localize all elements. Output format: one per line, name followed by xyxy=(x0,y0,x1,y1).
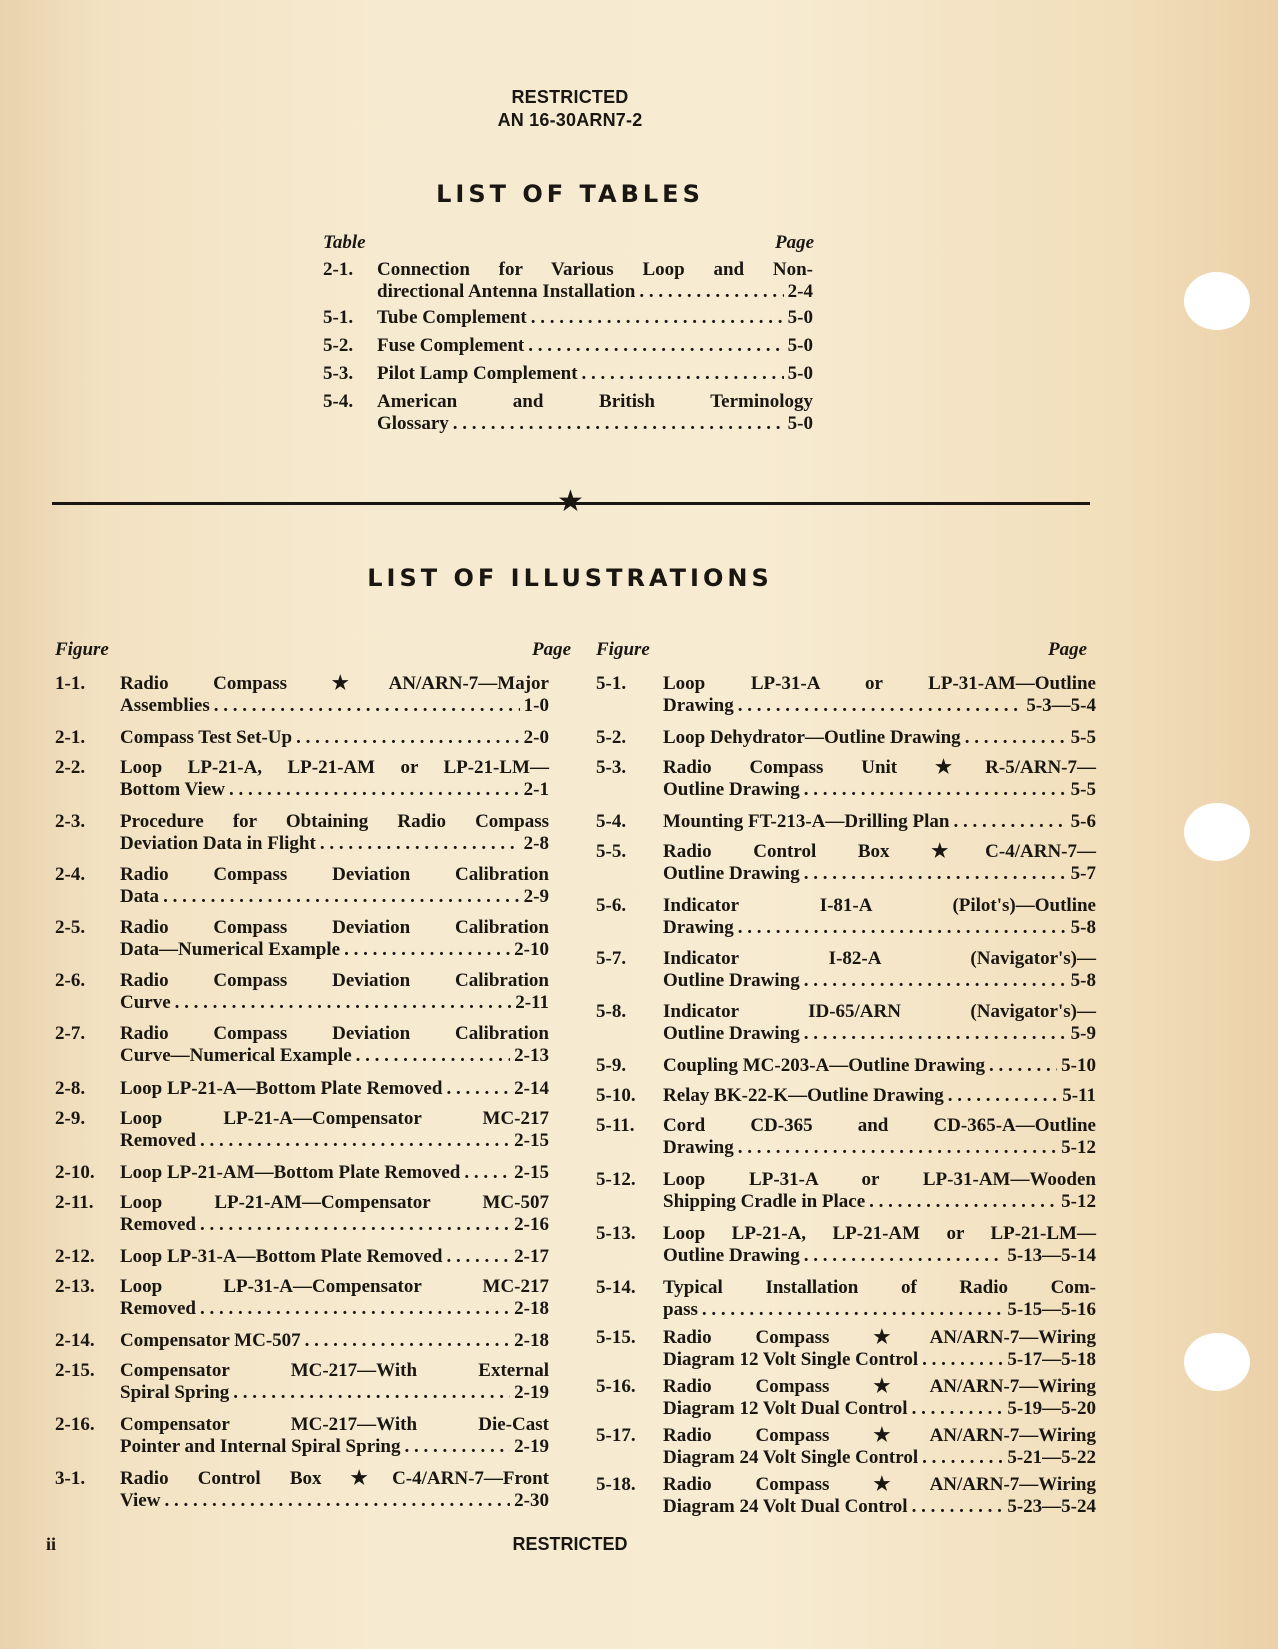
list-item xyxy=(596,1327,1096,1371)
item-number: 5-5. xyxy=(596,841,627,862)
leader-dots xyxy=(804,1245,1004,1267)
item-number: 2-7. xyxy=(55,1023,86,1044)
leader-dots xyxy=(163,886,520,908)
item-title: Bottom View xyxy=(120,779,226,800)
item-number: 2-10. xyxy=(55,1162,95,1183)
item-title-line1: Radio Compass Deviation Calibration xyxy=(120,864,549,885)
item-title: Pilot Lamp Complement xyxy=(377,363,578,384)
item-number: 5-12. xyxy=(596,1169,636,1190)
item-number: 2-15. xyxy=(55,1360,95,1381)
item-title-line1: Radio Control Box ★C-4/ARN-7—Front xyxy=(120,1468,549,1489)
item-page: 5-15—5-16 xyxy=(1007,1299,1096,1320)
item-title: Deviation Data in Flight xyxy=(120,833,316,854)
list-item xyxy=(596,1169,1096,1213)
leader-dots xyxy=(804,863,1067,885)
list-item xyxy=(323,363,813,385)
item-number: 2-14. xyxy=(55,1330,95,1351)
item-title: Curve—Numerical Example xyxy=(120,1045,352,1066)
item-page: 5-5 xyxy=(1070,727,1096,748)
item-title: directional Antenna Installation xyxy=(377,281,636,302)
leader-dots xyxy=(912,1398,1004,1420)
list-item xyxy=(323,391,813,435)
item-title: Glossary xyxy=(377,413,449,434)
item-number: 2-4. xyxy=(55,864,86,885)
item-number: 5-3. xyxy=(596,757,627,778)
list-item xyxy=(55,673,549,717)
leader-dots xyxy=(200,1130,510,1152)
list-item xyxy=(596,1376,1096,1420)
item-title-line1: Radio Control Box ★C-4/ARN-7— xyxy=(663,841,1096,862)
list-item xyxy=(323,335,813,357)
list-item xyxy=(596,673,1096,717)
item-number: 5-3. xyxy=(323,363,354,384)
list-item xyxy=(55,1108,549,1152)
list-item xyxy=(596,841,1096,885)
item-page: 5-3—5-4 xyxy=(1026,695,1096,716)
page-column-label: Page xyxy=(775,232,815,253)
item-title-line1: Loop LP-31-A or LP-31-AM—Outline xyxy=(663,673,1096,694)
item-page: 5-8 xyxy=(1070,917,1096,938)
item-title: Outline Drawing xyxy=(663,970,800,991)
list-item xyxy=(596,727,1096,749)
item-number: 5-11. xyxy=(596,1115,635,1136)
list-item xyxy=(323,307,813,329)
item-number: 1-1. xyxy=(55,673,86,694)
list-item xyxy=(596,1425,1096,1469)
list-item xyxy=(55,1330,549,1352)
item-number: 5-14. xyxy=(596,1277,636,1298)
list-item xyxy=(323,259,813,303)
item-title: Fuse Complement xyxy=(377,335,525,356)
item-title-line1: Typical Installation of Radio Com- xyxy=(663,1277,1096,1298)
item-number: 5-9. xyxy=(596,1055,627,1076)
item-page: 5-0 xyxy=(787,335,813,356)
item-page: 2-9 xyxy=(523,886,549,907)
list-item xyxy=(55,1078,549,1100)
item-title-line1: Loop LP-21-A, LP-21-AM or LP-21-LM— xyxy=(120,757,549,778)
item-title-line1: Loop LP-21-A—Compensator MC-217 xyxy=(120,1108,549,1129)
item-number: 5-18. xyxy=(596,1474,636,1495)
leader-dots xyxy=(922,1447,1003,1469)
item-title: pass xyxy=(663,1299,698,1320)
item-page: 2-15 xyxy=(514,1130,549,1151)
leader-dots xyxy=(989,1055,1057,1077)
item-title: View xyxy=(120,1490,161,1511)
item-page: 2-18 xyxy=(514,1298,549,1319)
list-item xyxy=(596,1277,1096,1321)
list-item xyxy=(55,811,549,855)
star-icon: ★ xyxy=(557,484,584,519)
list-item xyxy=(55,1162,549,1184)
item-title-line1: Loop LP-31-A—Compensator MC-217 xyxy=(120,1276,549,1297)
list-item xyxy=(55,917,549,961)
item-number: 5-17. xyxy=(596,1425,636,1446)
leader-dots xyxy=(164,1490,510,1512)
item-page: 2-4 xyxy=(787,281,813,302)
list-of-illustrations-title: LIST OF ILLUSTRATIONS xyxy=(367,564,773,592)
item-title: Spiral Spring xyxy=(120,1382,230,1403)
list-item xyxy=(55,1360,549,1404)
item-number: 2-8. xyxy=(55,1078,86,1099)
item-number: 5-10. xyxy=(596,1085,636,1106)
list-item xyxy=(596,1055,1096,1077)
item-number: 3-1. xyxy=(55,1468,86,1489)
leader-dots xyxy=(738,695,1023,717)
item-title: Outline Drawing xyxy=(663,779,800,800)
item-title-line1: Radio Compass ★AN/ARN-7—Major xyxy=(120,673,549,694)
leader-dots xyxy=(869,1191,1057,1213)
list-item xyxy=(596,1085,1096,1107)
leader-dots xyxy=(356,1045,511,1067)
item-title-line1: Indicator I-82-A (Navigator's)— xyxy=(663,948,1096,969)
item-title: Removed xyxy=(120,1298,196,1319)
leader-dots xyxy=(344,939,510,961)
item-title: Coupling MC-203-A—Outline Drawing xyxy=(663,1055,985,1076)
leader-dots xyxy=(582,363,784,385)
item-number: 2-3. xyxy=(55,811,86,832)
item-page: 1-0 xyxy=(523,695,549,716)
item-number: 5-1. xyxy=(596,673,627,694)
leader-dots xyxy=(738,1137,1057,1159)
item-page: 2-17 xyxy=(514,1246,549,1267)
item-title-line1: Radio Compass ★AN/ARN-7—Wiring xyxy=(663,1474,1096,1495)
list-item xyxy=(55,970,549,1014)
item-page: 5-8 xyxy=(1070,970,1096,991)
item-page: 2-14 xyxy=(514,1078,549,1099)
item-page: 5-6 xyxy=(1070,811,1096,832)
leader-dots xyxy=(948,1085,1058,1107)
leader-dots xyxy=(531,307,784,329)
item-title-line1: Procedure for Obtaining Radio Compass xyxy=(120,811,549,832)
item-title-line1: Loop LP-21-AM—Compensator MC-507 xyxy=(120,1192,549,1213)
leader-dots xyxy=(296,727,520,749)
item-title: Diagram 12 Volt Dual Control xyxy=(663,1398,908,1419)
list-item xyxy=(55,1414,549,1458)
item-number: 2-11. xyxy=(55,1192,94,1213)
list-item xyxy=(55,1023,549,1067)
item-title-line1: Cord CD-365 and CD-365-A—Outline xyxy=(663,1115,1096,1136)
page-number: ii xyxy=(46,1534,57,1554)
item-title: Loop Dehydrator—Outline Drawing xyxy=(663,727,961,748)
item-page: 5-12 xyxy=(1061,1191,1096,1212)
leader-dots xyxy=(175,992,512,1014)
item-title-line1: Radio Compass Deviation Calibration xyxy=(120,970,549,991)
leader-dots xyxy=(229,779,520,801)
item-page: 5-17—5-18 xyxy=(1007,1349,1096,1370)
item-page: 5-23—5-24 xyxy=(1007,1496,1096,1517)
item-page: 5-0 xyxy=(787,363,813,384)
item-title-line1: Connection for Various Loop and Non- xyxy=(377,259,813,280)
item-title: Shipping Cradle in Place xyxy=(663,1191,866,1212)
item-number: 2-5. xyxy=(55,917,86,938)
item-number: 5-13. xyxy=(596,1223,636,1244)
item-number: 5-4. xyxy=(323,391,354,412)
item-title: Data—Numerical Example xyxy=(120,939,341,960)
leader-dots xyxy=(453,413,784,435)
figure-column-label-left: Figure xyxy=(55,639,109,660)
item-title: Loop LP-31-A—Bottom Plate Removed xyxy=(120,1246,443,1267)
leader-dots xyxy=(965,727,1067,749)
list-item xyxy=(55,1468,549,1512)
table-column-label: Table xyxy=(323,232,366,253)
list-item xyxy=(55,757,549,801)
item-page: 5-19—5-20 xyxy=(1007,1398,1096,1419)
item-page: 2-15 xyxy=(514,1162,549,1183)
item-title-line1: Radio Compass Deviation Calibration xyxy=(120,917,549,938)
item-title-line1: Compensator MC-217—With External xyxy=(120,1360,549,1381)
leader-dots xyxy=(922,1349,1003,1371)
item-page: 2-16 xyxy=(514,1214,549,1235)
item-title: Relay BK-22-K—Outline Drawing xyxy=(663,1085,944,1106)
item-title-line1: Indicator ID-65/ARN (Navigator's)— xyxy=(663,1001,1096,1022)
leader-dots xyxy=(200,1214,510,1236)
item-title-line1: Radio Compass ★AN/ARN-7—Wiring xyxy=(663,1327,1096,1348)
item-number: 2-2. xyxy=(55,757,86,778)
item-page: 5-9 xyxy=(1070,1023,1096,1044)
item-title: Drawing xyxy=(663,917,734,938)
item-title: Loop LP-21-AM—Bottom Plate Removed xyxy=(120,1162,461,1183)
item-title: Outline Drawing xyxy=(663,1023,800,1044)
item-page: 2-13 xyxy=(514,1045,549,1066)
item-page: 2-0 xyxy=(523,727,549,748)
item-title: Pointer and Internal Spiral Spring xyxy=(120,1436,401,1457)
binder-hole xyxy=(1184,272,1250,330)
binder-hole xyxy=(1184,1333,1250,1391)
item-title: Compass Test Set-Up xyxy=(120,727,293,748)
leader-dots xyxy=(804,970,1067,992)
item-title-line1: Radio Compass ★AN/ARN-7—Wiring xyxy=(663,1425,1096,1446)
item-number: 5-7. xyxy=(596,948,627,969)
list-of-tables-title: LIST OF TABLES xyxy=(436,180,704,208)
document-number: AN 16-30ARN7-2 xyxy=(497,110,643,130)
item-title: Removed xyxy=(120,1130,196,1151)
item-number: 2-6. xyxy=(55,970,86,991)
item-title: Outline Drawing xyxy=(663,1245,800,1266)
leader-dots xyxy=(804,1023,1067,1045)
item-title-line1: American and British Terminology xyxy=(377,391,813,412)
list-item xyxy=(596,1001,1096,1045)
item-title: Curve xyxy=(120,992,171,1013)
page-column-label-right: Page xyxy=(1048,639,1088,660)
binder-hole xyxy=(1184,803,1250,861)
item-number: 5-8. xyxy=(596,1001,627,1022)
list-item xyxy=(55,864,549,908)
item-page: 2-1 xyxy=(523,779,549,800)
leader-dots xyxy=(446,1078,510,1100)
item-number: 5-15. xyxy=(596,1327,636,1348)
list-item xyxy=(596,757,1096,801)
item-page: 5-21—5-22 xyxy=(1007,1447,1096,1468)
leader-dots xyxy=(738,917,1067,939)
item-number: 2-9. xyxy=(55,1108,86,1129)
item-page: 5-10 xyxy=(1061,1055,1096,1076)
item-page: 5-11 xyxy=(1062,1085,1096,1106)
item-page: 2-10 xyxy=(514,939,549,960)
item-number: 2-1. xyxy=(323,259,354,280)
item-number: 5-1. xyxy=(323,307,354,328)
item-page: 2-30 xyxy=(514,1490,549,1511)
leader-dots xyxy=(446,1246,510,1268)
leader-dots xyxy=(464,1162,510,1184)
item-title: Diagram 12 Volt Single Control xyxy=(663,1349,919,1370)
item-page: 5-12 xyxy=(1061,1137,1096,1158)
item-number: 5-2. xyxy=(323,335,354,356)
item-number: 5-2. xyxy=(596,727,627,748)
item-title-line1: Radio Compass Deviation Calibration xyxy=(120,1023,549,1044)
item-title-line1: Radio Compass ★AN/ARN-7—Wiring xyxy=(663,1376,1096,1397)
leader-dots xyxy=(804,779,1067,801)
list-item xyxy=(596,948,1096,992)
item-title: Assemblies xyxy=(120,695,210,716)
item-title: Drawing xyxy=(663,695,734,716)
list-item xyxy=(596,1115,1096,1159)
list-item xyxy=(596,1223,1096,1267)
list-item xyxy=(596,1474,1096,1518)
item-title: Drawing xyxy=(663,1137,734,1158)
classification-header: RESTRICTED xyxy=(511,87,629,107)
item-page: 5-0 xyxy=(787,413,813,434)
page-column-label-left: Page xyxy=(532,639,572,660)
item-page: 5-0 xyxy=(787,307,813,328)
item-page: 2-19 xyxy=(514,1436,549,1457)
list-item xyxy=(55,1246,549,1268)
item-number: 2-16. xyxy=(55,1414,95,1435)
item-title-line1: Compensator MC-217—With Die-Cast xyxy=(120,1414,549,1435)
leader-dots xyxy=(214,695,520,717)
item-title: Tube Complement xyxy=(377,307,527,328)
item-title: Mounting FT-213-A—Drilling Plan xyxy=(663,811,950,832)
list-item xyxy=(55,727,549,749)
item-title: Diagram 24 Volt Single Control xyxy=(663,1447,919,1468)
item-page: 2-18 xyxy=(514,1330,549,1351)
leader-dots xyxy=(200,1298,510,1320)
item-page: 2-19 xyxy=(514,1382,549,1403)
item-number: 2-1. xyxy=(55,727,86,748)
leader-dots xyxy=(404,1436,510,1458)
item-page: 5-13—5-14 xyxy=(1007,1245,1096,1266)
leader-dots xyxy=(233,1382,510,1404)
classification-footer: RESTRICTED xyxy=(512,1534,628,1554)
item-title: Removed xyxy=(120,1214,196,1235)
list-item xyxy=(596,811,1096,833)
leader-dots xyxy=(953,811,1066,833)
item-title-line1: Indicator I-81-A (Pilot's)—Outline xyxy=(663,895,1096,916)
item-page: 2-8 xyxy=(523,833,549,854)
item-page: 2-11 xyxy=(515,992,549,1013)
leader-dots xyxy=(639,281,783,303)
leader-dots xyxy=(320,833,520,855)
list-item xyxy=(596,895,1096,939)
figure-column-label-right: Figure xyxy=(596,639,650,660)
item-title-line1: Loop LP-31-A or LP-31-AM—Wooden xyxy=(663,1169,1096,1190)
item-number: 2-13. xyxy=(55,1276,95,1297)
leader-dots xyxy=(912,1496,1004,1518)
item-title: Outline Drawing xyxy=(663,863,800,884)
item-number: 2-12. xyxy=(55,1246,95,1267)
leader-dots xyxy=(305,1330,511,1352)
item-title-line1: Loop LP-21-A, LP-21-AM or LP-21-LM— xyxy=(663,1223,1096,1244)
item-title-line1: Radio Compass Unit ★R-5/ARN-7— xyxy=(663,757,1096,778)
leader-dots xyxy=(702,1299,1003,1321)
item-page: 5-5 xyxy=(1070,779,1096,800)
item-number: 5-16. xyxy=(596,1376,636,1397)
item-title: Loop LP-21-A—Bottom Plate Removed xyxy=(120,1078,443,1099)
item-page: 5-7 xyxy=(1070,863,1096,884)
item-title: Diagram 24 Volt Dual Control xyxy=(663,1496,908,1517)
list-item xyxy=(55,1192,549,1236)
item-number: 5-6. xyxy=(596,895,627,916)
item-title: Data xyxy=(120,886,160,907)
leader-dots xyxy=(528,335,783,357)
list-item xyxy=(55,1276,549,1320)
item-number: 5-4. xyxy=(596,811,627,832)
item-title: Compensator MC-507 xyxy=(120,1330,301,1351)
